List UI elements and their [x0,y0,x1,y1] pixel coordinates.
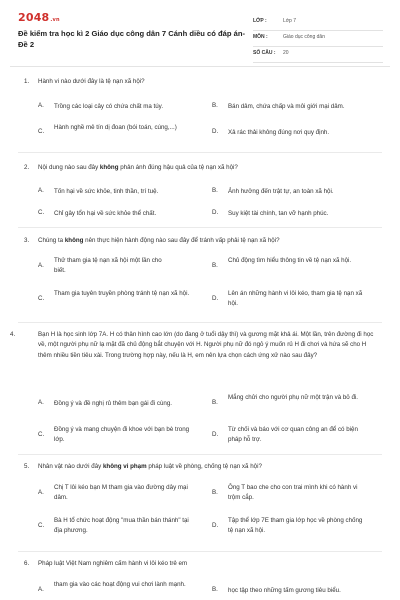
option-letter: C. [38,128,45,135]
meta-row-grade [253,15,383,31]
question-divider [18,227,382,228]
option-text: Ảnh hưởng đến trật tự, an toàn xã hội. [228,188,334,195]
logo-text: 2048 [18,11,50,24]
option-text: Chỉ gây tổn hại về sức khỏe thể chất. [54,210,157,217]
option-letter: B. [212,489,218,496]
option-letter: B. [212,187,218,194]
option-text: Tham gia tuyên truyền phòng tránh tệ nạn xã hội. [54,290,190,297]
question-stem: Nhân vật nào dưới đây [38,463,103,470]
option-text: tham gia vào các hoạt động vui chơi lành mạnh. [54,581,186,588]
option-text: Hành nghề mê tín dị đoan (bói toán, cúng,...) [54,124,177,131]
option-letter: A. [38,489,44,496]
option-letter: D. [212,128,219,135]
question-emphasis: không [64,237,84,244]
question-text [24,559,376,569]
site-logo[interactable] [18,11,60,24]
logo-suffix: .vn [50,17,60,23]
question-text [24,163,376,173]
question-stem-end: pháp luật về phòng, chống tệ nạn xã hội? [146,463,262,470]
option-letter: D. [212,295,219,302]
option-letter: D. [212,209,219,216]
question-stem-end: nên thực hiện hành động nào sau đây để tránh vấp phải tệ nạn xã hội? [83,237,280,244]
question-number: 5. [24,463,30,470]
option-letter: A. [38,102,44,109]
question-stem: Pháp luật Việt Nam nghiêm cấm hành vi lôi kéo trẻ em [38,560,188,567]
question-number: 4. [10,331,16,338]
question-number: 1. [24,78,30,85]
option-letter: D. [212,431,219,438]
question-stem: Chúng ta [38,237,65,244]
question-number: 6. [24,560,30,567]
option-text: Đồng ý và đề nghị rủ thêm bạn gái đi cùng. [54,400,172,407]
option-text: Mắng chửi cho người phụ nữ một trận và bỏ đi. [228,394,358,401]
option-letter: C. [38,295,45,302]
option-text: Chủ động tìm hiểu thông tin về tệ nạn xã hội. [228,257,352,264]
meta-row-count [253,47,383,63]
meta-value: 20 [283,50,289,56]
option-text: Thử tham gia tệ nạn xã hội một lần cho biết. [54,257,162,275]
option-letter: B. [212,399,218,406]
exam-title: Đề kiểm tra học kì 2 Giáo dục công dân 7 Cánh diều có đáp án- Đề 2 [18,29,246,49]
meta-value: Giáo dục công dân [283,34,325,40]
option-text: Ông T bao che cho con trai mình khi có hành vi trộm cắp. [228,484,358,502]
question-text [24,77,376,87]
option-letter: C. [38,209,45,216]
option-text: Xả rác thải không đúng nơi quy định. [228,129,330,136]
option-text: Trồng các loại cây có chứa chất ma túy. [54,103,164,110]
option-text: Chị T lôi kéo bạn M tham gia vào đường dây mại dâm. [54,484,188,502]
option-text: Tập thể lớp 7E tham gia lớp học về phòng chống tệ nạn xã hội. [228,517,363,535]
question-divider [18,322,382,323]
header [0,0,400,62]
question-divider [18,551,382,552]
question-text [10,330,374,361]
option-text: học tập theo những tấm gương tiêu biểu. [228,587,341,594]
option-text: Suy kiệt tài chính, tan vỡ hạnh phúc. [228,210,329,217]
option-letter: D. [212,522,219,529]
option-text: Lên án những hành vi lôi kéo, tham gia tệ nạn xã hội. [228,290,363,308]
question-stem: Hành vi nào dưới đây là tệ nạn xã hội? [38,78,145,85]
question-text [24,236,376,246]
option-letter: B. [212,262,218,269]
question-text [24,462,376,472]
option-text: Từ chối và báo với cơ quan công an để có biện pháp hỗ trợ. [228,426,358,444]
option-letter: A. [38,262,44,269]
option-letter: C. [38,522,45,529]
option-letter: B. [212,102,218,109]
meta-row-subject [253,31,383,47]
question-stem: Bạn H là học sinh lớp 7A. H có thân hình cao lớn (do đang ở tuổi dậy thì) và gương mặt khả ái. Một lần, trên đường đi học về, một người phụ nữ lạ mặt đã chủ động bắt chuyện với H. Người phụ nữ đó ngỏ ý muốn rủ H đi chơi và hứa sẽ cho H thêm nhiều tiền tiêu xài. Trong trường hợp này, nếu là H, em nên lựa chọn cách ứng xử nào sau đây? [38,331,374,359]
option-letter: A. [38,187,44,194]
question-emphasis: không [99,164,119,171]
option-letter: C. [38,431,45,438]
meta-label: SỐ CÂU : [253,50,276,56]
meta-value: Lớp 7 [283,18,297,24]
header-divider [10,66,390,67]
option-text: Bán dâm, chứa chấp và môi giới mại dâm. [228,103,345,110]
option-letter: A. [38,586,44,593]
option-text: Tốn hại về sức khỏe, tinh thần, trí tuệ. [54,188,159,195]
question-stem-end: phản ánh đúng hậu quả của tệ nạn xã hội? [118,164,238,171]
question-emphasis: không vi phạm [102,463,147,470]
meta-label: LỚP : [253,18,267,24]
question-stem: Nội dung nào sau đây [38,164,100,171]
option-letter: B. [212,586,218,593]
question-number: 2. [24,164,30,171]
question-divider [18,152,382,153]
question-number: 3. [24,237,30,244]
option-text: Đồng ý và mang chuyện đi khoe với bạn bè trong lớp. [54,426,190,444]
exam-meta [253,15,383,63]
question-divider [18,454,382,455]
option-text: Bà H tổ chức hoạt động "mua thần bán thánh" tại địa phương. [54,517,189,535]
option-letter: A. [38,399,44,406]
meta-label: MÔN : [253,34,268,40]
